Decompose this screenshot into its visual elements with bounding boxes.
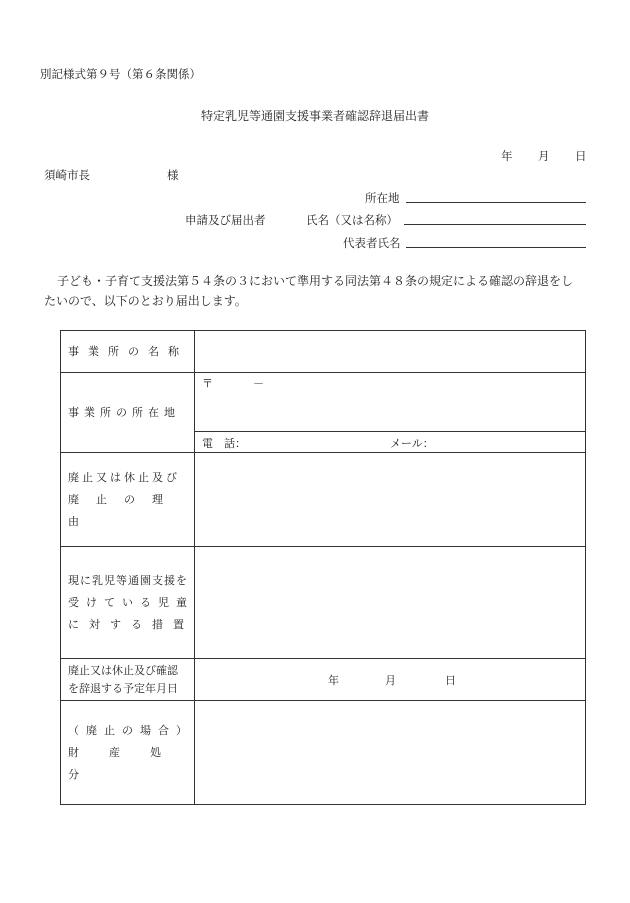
date-year-label: 年: [501, 149, 513, 163]
name-field[interactable]: [404, 212, 586, 225]
body-text-line-2: たいので、以下のとおり届出します。: [44, 294, 247, 308]
form-table: [60, 330, 586, 805]
office-name-label: 事業所の名称: [68, 344, 188, 358]
reason-label-line-1: 廃止又は休止及び: [68, 470, 180, 484]
office-address-label-cell: [61, 373, 195, 453]
planned-date-field[interactable]: [195, 659, 586, 701]
postal-mark: 〒: [202, 377, 213, 390]
row-office-address: [61, 373, 586, 453]
property-label-cell: [61, 701, 195, 805]
email-label: メール：: [390, 437, 434, 450]
planned-date-month: 月: [385, 674, 396, 687]
measures-label-line-3: に対する措置: [68, 617, 194, 631]
row-office-name: [61, 331, 586, 373]
date-month-label: 月: [538, 149, 550, 163]
reason-label-cell: [61, 453, 195, 547]
phone-label: 電 話：: [202, 437, 246, 450]
planned-date-label-line-1: 廃止又は休止及び確認: [68, 663, 178, 677]
row-property: [61, 701, 586, 805]
property-label-line-2: 財産処分: [68, 745, 191, 781]
reason-field[interactable]: [195, 453, 586, 547]
date-day-label: 日: [575, 149, 587, 163]
measures-label-cell: [61, 547, 195, 659]
body-text-line-1: 子ども・子育て支援法第５４条の３において準用する同法第４８条の規定による確認の辞退をし: [57, 274, 574, 288]
planned-date-day: 日: [445, 674, 456, 687]
addressee-honorific: 様: [167, 168, 179, 182]
row-planned-date: [61, 659, 586, 701]
address-field[interactable]: [195, 373, 585, 431]
reason-label-line-2: 廃止の理由: [68, 492, 180, 528]
applicant-role-label: 申請及び届出者: [185, 213, 266, 227]
office-address-label: 事業所の所在地: [68, 405, 180, 419]
planned-date-label-cell: [61, 659, 195, 701]
row-measures: [61, 547, 586, 659]
planned-date-label-line-2: を辞退する予定年月日: [68, 681, 178, 695]
measures-field[interactable]: [195, 547, 586, 659]
office-address-cell: [195, 373, 586, 453]
form-number: 別記様式第９号（第６条関係）: [40, 67, 201, 81]
measures-label-line-2: 受けている児童: [68, 595, 194, 609]
office-name-field[interactable]: [195, 331, 586, 373]
contact-row: [195, 431, 585, 452]
row-reason: [61, 453, 586, 547]
location-label: 所在地: [365, 191, 400, 205]
location-field[interactable]: [406, 190, 586, 203]
postal-dash: －: [253, 377, 264, 390]
measures-label-line-1: 現に乳児等通園支援を: [68, 573, 188, 587]
representative-label: 代表者氏名: [343, 236, 401, 250]
representative-field[interactable]: [406, 235, 586, 248]
page-title: 特定乳児等通園支援事業者確認辞退届出書: [200, 109, 429, 123]
office-name-label-cell: [61, 331, 195, 373]
name-label: 氏名（又は名称）: [306, 213, 398, 227]
planned-date-year: 年: [328, 674, 339, 687]
property-label-line-1: （廃止の場合）: [68, 723, 194, 737]
property-field[interactable]: [195, 701, 586, 805]
addressee-name: 須崎市長: [44, 168, 90, 182]
